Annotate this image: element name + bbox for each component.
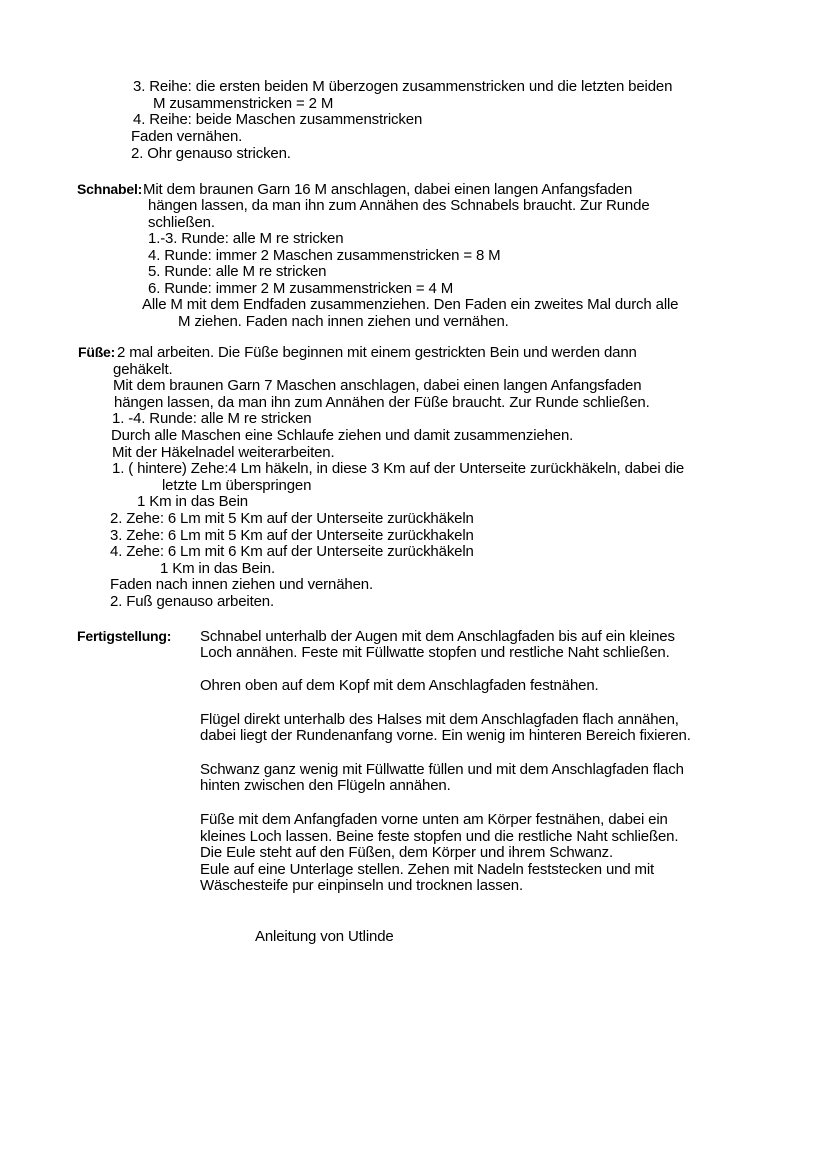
pattern-line: 6. Runde: immer 2 M zusammenstricken = 4 M [148,280,454,297]
pattern-line: letzte Lm überspringen [162,477,312,494]
credit-line: Anleitung von Utlinde [255,928,394,945]
pattern-line: Wäschesteife pur einpinseln und trocknen lassen. [200,877,523,894]
section-label-fertigstellung: Fertigstellung: [77,628,172,644]
pattern-line: gehäkelt. [113,361,173,378]
pattern-line: M zusammenstricken = 2 M [153,95,334,112]
pattern-line: hängen lassen, da man ihn zum Annähen des Schnabels braucht. Zur Runde [148,197,650,214]
pattern-line: Mit dem braunen Garn 16 M anschlagen, dabei einen langen Anfangsfaden [143,181,633,198]
pattern-line: 2 mal arbeiten. Die Füße beginnen mit einem gestrickten Bein und werden dann [117,344,637,361]
pattern-line: 2. Zehe: 6 Lm mit 5 Km auf der Unterseite zurückhäkeln [110,510,474,527]
pattern-line: M ziehen. Faden nach innen ziehen und vernähen. [178,313,509,330]
pattern-line: hinten zwischen den Flügeln annähen. [200,777,451,794]
pattern-line: Durch alle Maschen eine Schlaufe ziehen und damit zusammenziehen. [111,427,574,444]
pattern-line: 1.-3. Runde: alle M re stricken [148,230,344,247]
pattern-line: 1 Km in das Bein. [160,560,276,577]
pattern-line: Faden vernähen. [131,128,243,145]
pattern-line: 1. ( hintere) Zehe:4 Lm häkeln, in diese 3 Km auf der Unterseite zurückhäkeln, dabei die [112,460,685,477]
pattern-line: Mit der Häkelnadel weiterarbeiten. [112,444,335,461]
pattern-line: hängen lassen, da man ihn zum Annähen der Füße braucht. Zur Runde schließen. [114,394,650,411]
pattern-line: Ohren oben auf dem Kopf mit dem Anschlagfaden festnähen. [200,677,599,694]
pattern-line: Eule auf eine Unterlage stellen. Zehen mit Nadeln feststecken und mit [200,861,655,878]
pattern-line: Schnabel unterhalb der Augen mit dem Anschlagfaden bis auf ein kleines [200,628,675,645]
pattern-line: Loch annähen. Feste mit Füllwatte stopfen und restliche Naht schließen. [200,644,670,661]
pattern-line: Flügel direkt unterhalb des Halses mit dem Anschlagfaden flach annähen, [200,711,679,728]
pattern-line: 1 Km in das Bein [137,493,248,510]
pattern-line: schließen. [148,214,215,231]
pattern-line: 4. Reihe: beide Maschen zusammenstricken [133,111,423,128]
pattern-line: Die Eule steht auf den Füßen, dem Körper und ihrem Schwanz. [200,844,614,861]
pattern-line: 2. Fuß genauso arbeiten. [110,593,275,610]
pattern-line: Mit dem braunen Garn 7 Maschen anschlagen, dabei einen langen Anfangsfaden [113,377,642,394]
pattern-line: Füße mit dem Anfangfaden vorne unten am Körper festnähen, dabei ein [200,811,668,828]
pattern-line: 2. Ohr genauso stricken. [131,145,291,162]
section-label-schnabel: Schnabel: [77,181,143,197]
pattern-line: 4. Runde: immer 2 Maschen zusammenstricken = 8 M [148,247,501,264]
pattern-line: 3. Reihe: die ersten beiden M überzogen zusammenstricken und die letzten beiden [133,78,673,95]
pattern-line: 5. Runde: alle M re stricken [148,263,327,280]
pattern-line: 1. -4. Runde: alle M re stricken [112,410,312,427]
section-label-fuesse: Füße: [78,344,116,360]
pattern-line: dabei liegt der Rundenanfang vorne. Ein wenig im hinteren Bereich fixieren. [200,727,691,744]
pattern-line: kleines Loch lassen. Beine feste stopfen und die restliche Naht schließen. [200,828,679,845]
pattern-line: Faden nach innen ziehen und vernähen. [110,576,373,593]
pattern-line: 4. Zehe: 6 Lm mit 6 Km auf der Unterseite zurückhäkeln [110,543,474,560]
pattern-line: Schwanz ganz wenig mit Füllwatte füllen und mit dem Anschlagfaden flach [200,761,684,778]
pattern-line: 3. Zehe: 6 Lm mit 5 Km auf der Unterseite zurückhakeln [110,527,474,544]
pattern-line: Alle M mit dem Endfaden zusammenziehen. Den Faden ein zweites Mal durch alle [142,296,679,313]
